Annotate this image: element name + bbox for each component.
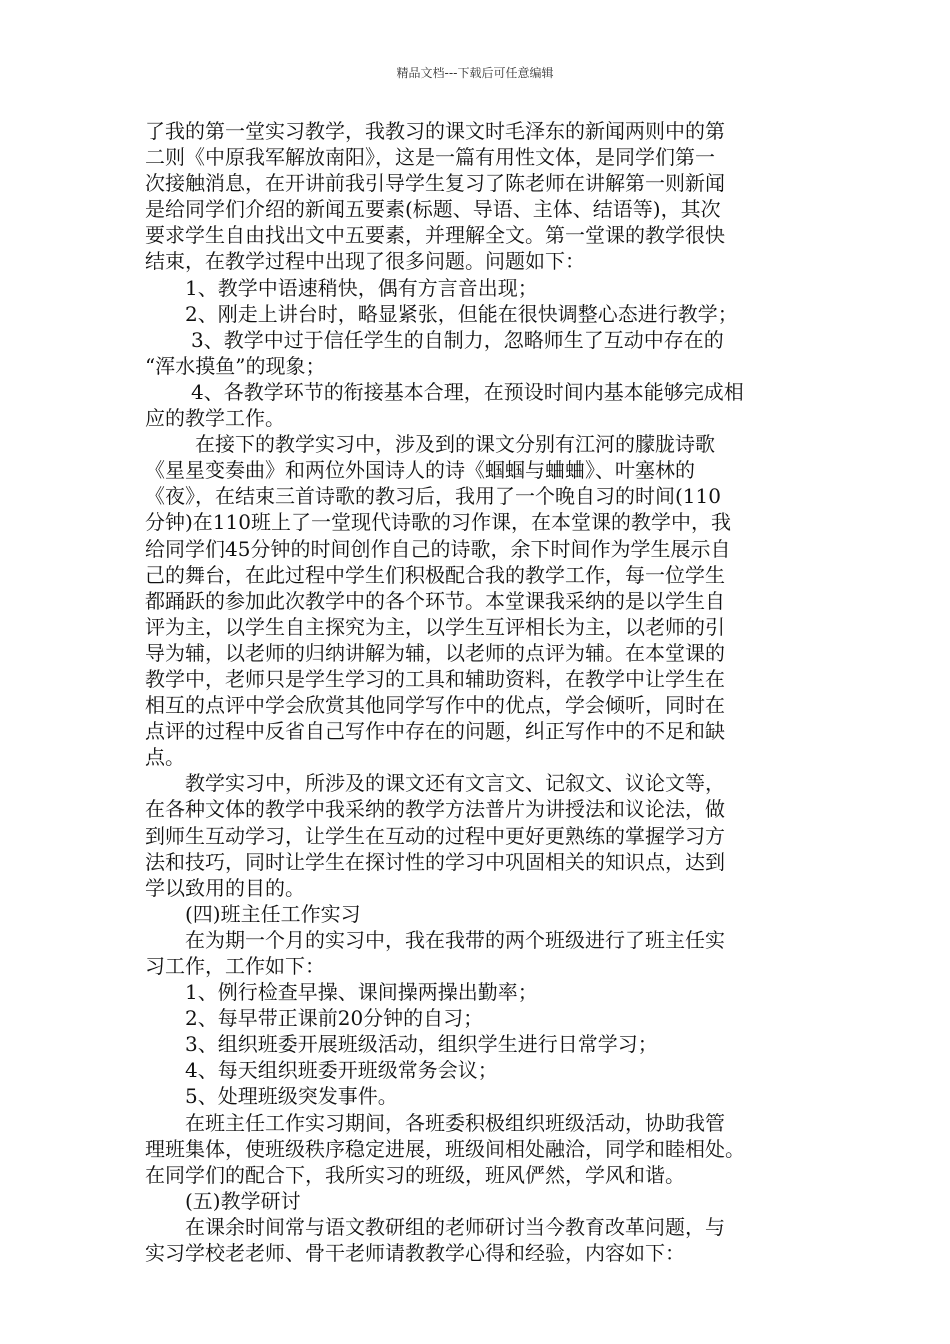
- text-line: 4、各教学环节的衔接基本合理，在预设时间内基本能够完成相: [191, 379, 744, 404]
- text-line: 1、例行检查早操、课间操两操出勤率；: [185, 980, 538, 1005]
- text-line: 要求学生自由找出文中五要素，并理解全文。第一堂课的教学很快: [145, 223, 725, 248]
- text-line: 实习学校老老师、骨干老师请教教学心得和经验，内容如下：: [145, 1241, 685, 1266]
- text-line: “浑水摸鱼”的现象；: [145, 353, 326, 378]
- text-line: 《星星变奏曲》和两位外国诗人的诗《蝈蝈与蛐蛐》、叶塞林的: [145, 458, 695, 483]
- text-line: 分钟)在110班上了一堂现代诗歌的习作课，在本堂课的教学中，我: [145, 510, 731, 535]
- text-line: 5、处理班级突发事件。: [185, 1084, 398, 1109]
- document-body: [145, 118, 815, 1266]
- text-line: 是给同学们介绍的新闻五要素(标题、导语、主体、结语等)，其次: [145, 197, 721, 222]
- text-line: 教学实习中，所涉及的课文还有文言文、记叙文、议论文等，: [185, 771, 725, 796]
- text-line: 次接触消息，在开讲前我引导学生复习了陈老师在讲解第一则新闻: [145, 171, 725, 196]
- text-line: 相互的点评中学会欣赏其他同学写作中的优点，学会倾听，同时在: [145, 693, 725, 718]
- text-line: 法和技巧，同时让学生在探讨性的学习中巩固相关的知识点，达到: [145, 849, 725, 874]
- text-line: 1、教学中语速稍快，偶有方言音出现；: [185, 275, 538, 300]
- text-line: 在班主任工作实习期间，各班委积极组织班级活动，协助我管: [185, 1110, 725, 1135]
- text-line: 应的教学工作。: [145, 406, 285, 431]
- text-line: 习工作，工作如下：: [145, 954, 325, 978]
- text-line: 给同学们45分钟的时间创作自己的诗歌，余下时间作为学生展示自: [145, 536, 731, 561]
- text-line: (四)班主任工作实习: [185, 901, 361, 926]
- text-line: 学以致用的目的。: [145, 875, 305, 900]
- text-line: 3、教学中过于信任学生的自制力，忽略师生了互动中存在的: [191, 327, 724, 352]
- text-line: 二则《中原我军解放南阳》，这是一篇有用性文体，是同学们第一: [145, 145, 715, 170]
- text-line: 在课余时间常与语文教研组的老师研讨当今教育改革问题，与: [185, 1214, 725, 1239]
- text-line: 在各种文体的教学中我采纳的教学方法普片为讲授法和议论法，做: [145, 797, 725, 822]
- text-line: 到师生互动学习，让学生在互动的过程中更好更熟练的掌握学习方: [145, 823, 725, 848]
- text-line: 3、组织班委开展班级活动，组织学生进行日常学习；: [185, 1032, 658, 1057]
- text-line: 4、每天组织班委开班级常务会议；: [185, 1058, 498, 1083]
- text-line: 理班集体，使班级秩序稳定进展，班级间相处融洽，同学和睦相处。: [145, 1136, 745, 1161]
- text-line: 2、每早带正课前20分钟的自习；: [185, 1006, 484, 1031]
- text-line: 都踊跃的参加此次教学中的各个环节。本堂课我采纳的是以学生自: [145, 588, 725, 613]
- text-line: 《夜》，在结束三首诗歌的教习后，我用了一个晚自习的时间(110: [145, 484, 721, 509]
- text-line: 点评的过程中反省自己写作中存在的问题，纠正写作中的不足和缺: [145, 719, 725, 744]
- text-line: 在同学们的配合下，我所实习的班级，班风俨然，学风和谐。: [145, 1162, 685, 1187]
- text-line: 2、刚走上讲台时，略显紧张，但能在很快调整心态进行教学；: [185, 301, 738, 326]
- text-line: 教学中，老师只是学生学习的工具和辅助资料，在教学中让学生在: [145, 666, 725, 691]
- text-line: 在接下的教学实习中，涉及到的课文分别有江河的朦胧诗歌: [195, 432, 715, 457]
- text-line: (五)教学研讨: [185, 1188, 301, 1213]
- text-line: 评为主，以学生自主探究为主，以学生互评相长为主，以老师的引: [145, 614, 725, 639]
- page-header: 精品文档---下载后可任意编辑: [396, 66, 554, 80]
- text-line: 点。: [145, 745, 185, 770]
- text-line: 了我的第一堂实习教学，我教习的课文时毛泽东的新闻两则中的第: [145, 119, 725, 143]
- text-line: 结束，在教学过程中出现了很多问题。问题如下：: [145, 249, 585, 274]
- text-line: 导为辅，以老师的归纳讲解为辅，以老师的点评为辅。在本堂课的: [145, 640, 725, 665]
- text-line: 己的舞台，在此过程中学生们积极配合我的教学工作，每一位学生: [145, 562, 725, 587]
- text-line: 在为期一个月的实习中，我在我带的两个班级进行了班主任实: [185, 927, 725, 952]
